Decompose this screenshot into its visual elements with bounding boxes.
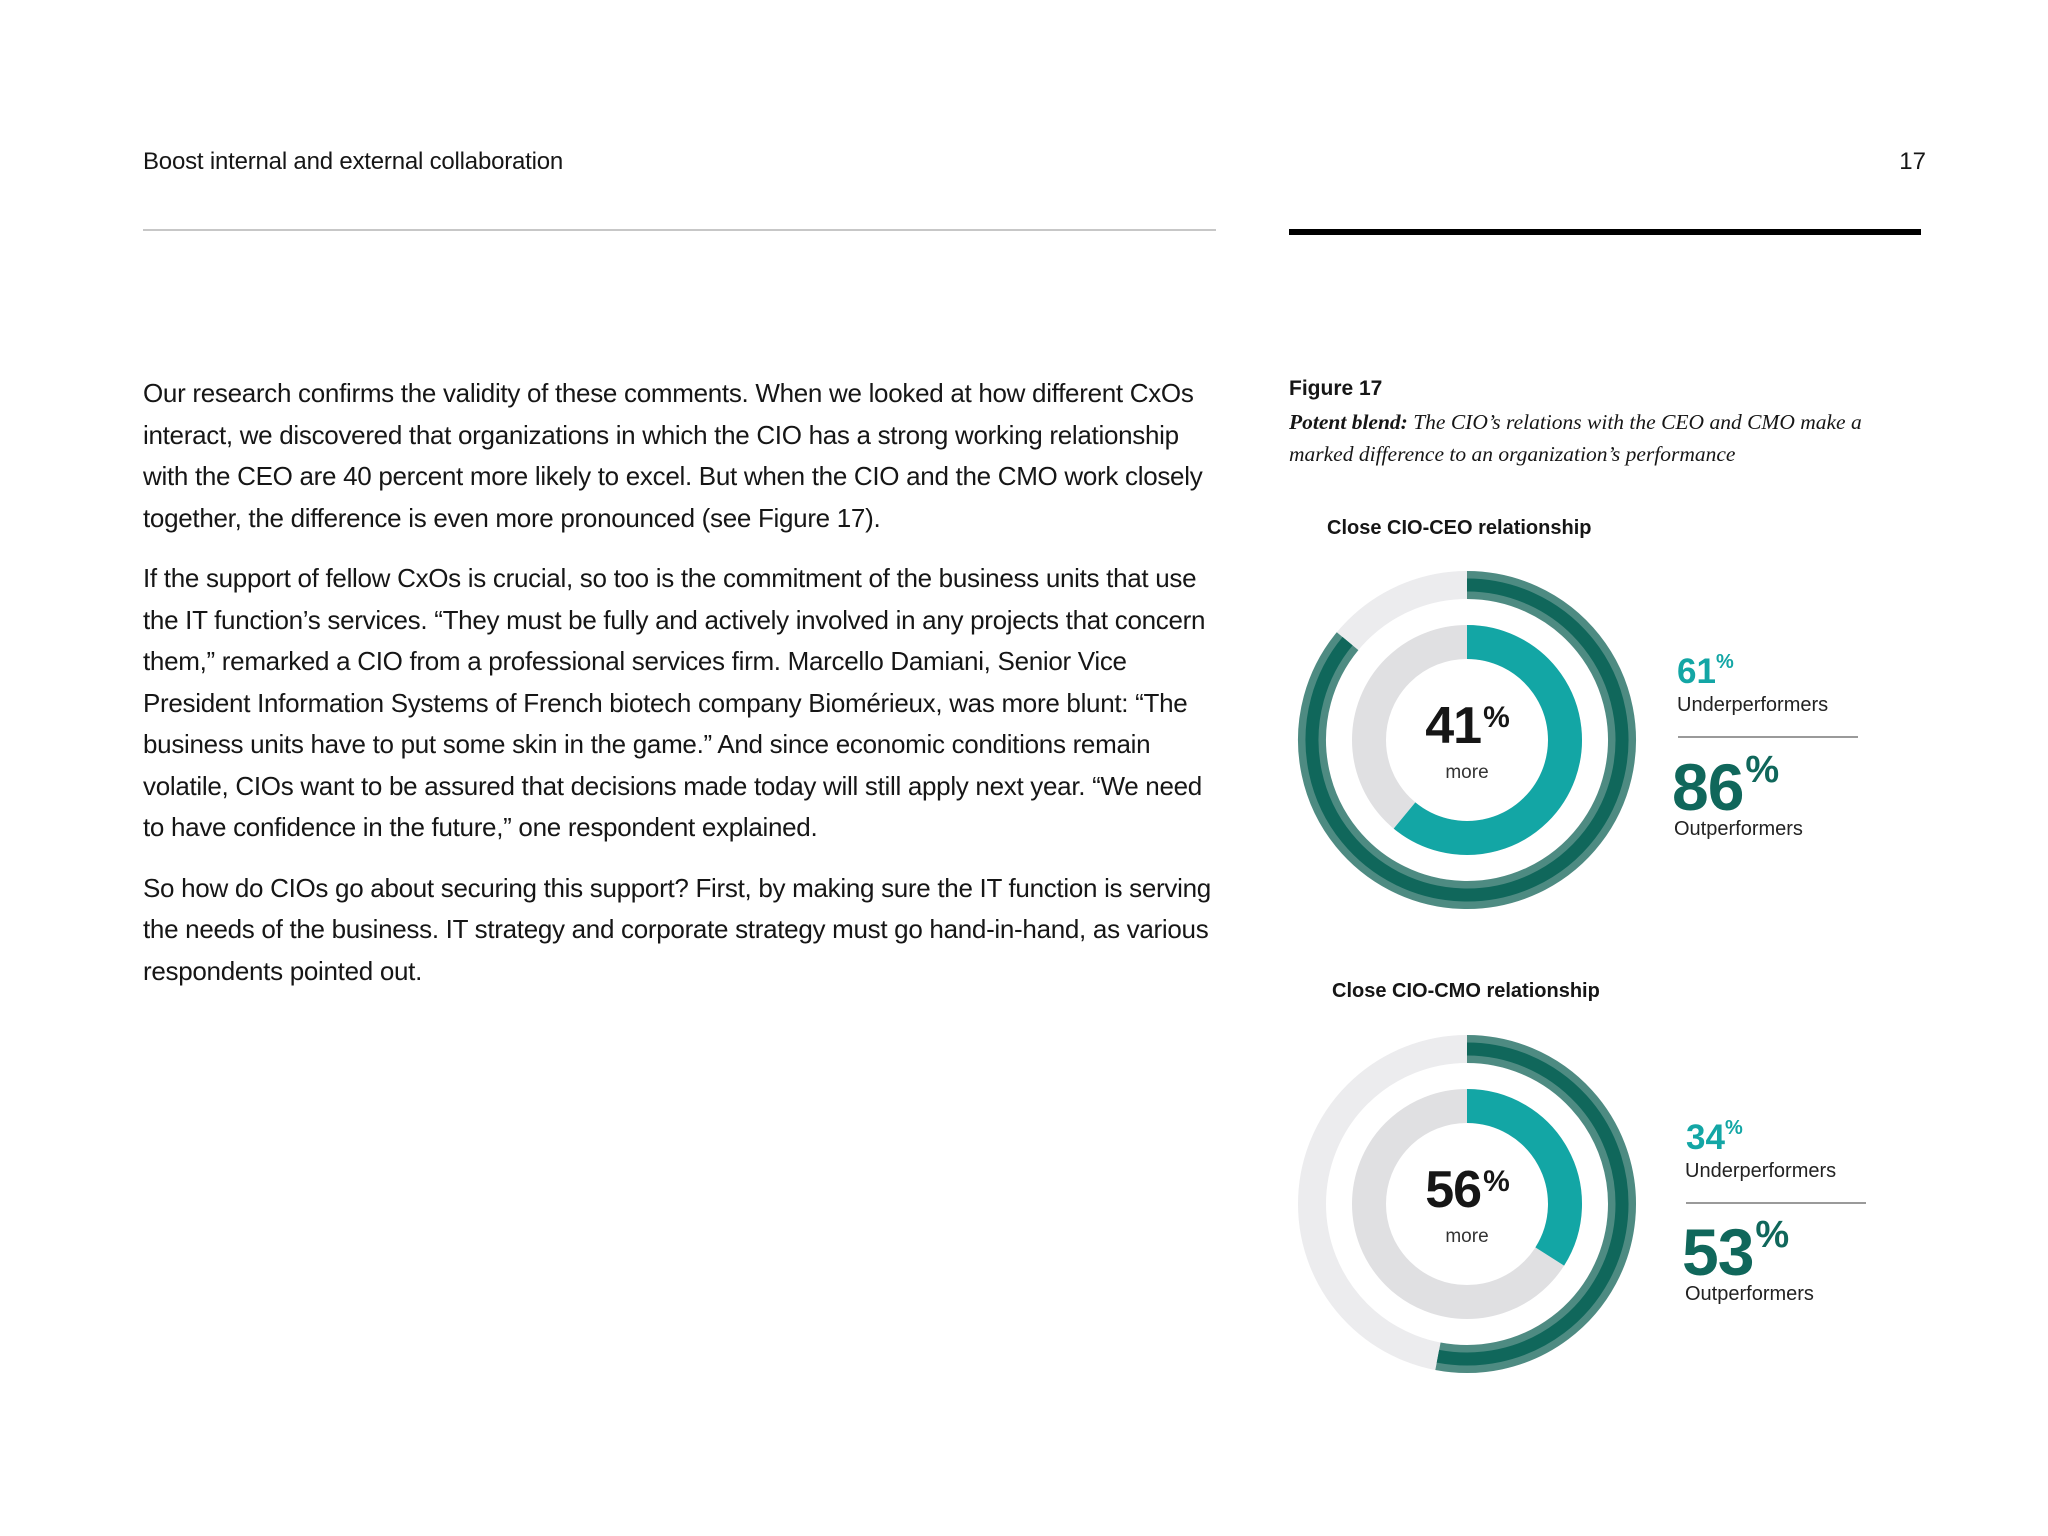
chart-title: Close CIO-CMO relationship bbox=[1332, 980, 1600, 1002]
data-label-unit: % bbox=[1745, 749, 1779, 791]
page-number: 17 bbox=[1899, 148, 1926, 175]
figure-caption bbox=[1289, 406, 1929, 470]
data-label: 34 bbox=[1686, 1118, 1725, 1157]
center-label: more bbox=[1445, 762, 1489, 783]
figure-label: Figure 17 bbox=[1289, 377, 1383, 400]
data-label: 86 bbox=[1672, 750, 1744, 824]
paragraph: If the support of fellow CxOs is crucial, so too is the commitment of the business units that use the IT function’s services. “They must be fully and actively involved in any projects that concern them,” remarked a CIO from a professional services firm. Marcello Damiani, Senior Vice President Information Systems of French biotech company Biomérieux, was more blunt: “The business units have to put some skin in the game.” And since economic conditions remain volatile, CIOs want to be assured that decisions made today will still apply next year. “We need to have confidence in the future,” one respondent explained. bbox=[143, 563, 1206, 842]
stat-divider bbox=[1686, 1202, 1866, 1204]
outperformers-value bbox=[1672, 749, 1778, 825]
legend-outperformers: Outperformers bbox=[1674, 818, 1803, 840]
paragraph: So how do CIOs go about securing this support? First, by making sure the IT function is serving the needs of the business. IT strategy and corporate strategy must go hand-in-hand, as various respondents pointed out. bbox=[143, 872, 1211, 986]
section-title: Boost internal and external collaboration bbox=[143, 148, 564, 175]
legend-underperformers: Underperformers bbox=[1677, 694, 1829, 716]
chart-title: Close CIO-CEO relationship bbox=[1327, 517, 1592, 539]
paragraph: Our research confirms the validity of these comments. When we looked at how different CxOs interact, we discovered that organizations in which the CIO has a strong working relationship with the CEO are 40 percent more likely to excel. But when the CIO and the CMO work closely together, the difference is even more pronounced (see Figure 17). bbox=[143, 378, 1203, 533]
center-value-unit: % bbox=[1483, 1165, 1509, 1198]
data-label-unit: % bbox=[1724, 1117, 1743, 1139]
data-label-unit: % bbox=[1715, 651, 1734, 673]
underperformers-value bbox=[1677, 651, 1734, 692]
donut-chart-cmo bbox=[1287, 1024, 1647, 1384]
center-value-number: 41 bbox=[1425, 697, 1482, 755]
legend-outperformers: Outperformers bbox=[1685, 1283, 1814, 1305]
center-value-unit: % bbox=[1483, 701, 1509, 734]
center-value bbox=[1287, 1160, 1647, 1220]
donut-chart-ceo bbox=[1287, 560, 1647, 920]
figure-caption-lead: Potent blend: bbox=[1289, 410, 1408, 434]
center-value-number: 56 bbox=[1425, 1161, 1482, 1219]
center-label: more bbox=[1445, 1226, 1489, 1247]
underperformers-value bbox=[1686, 1117, 1743, 1158]
data-label: 61 bbox=[1677, 652, 1716, 691]
header-rule bbox=[143, 229, 1216, 231]
data-label: 53 bbox=[1682, 1215, 1754, 1289]
figure-caption-text: The CIO’s relations with the CEO and CMO make a marked difference to an organization’s performance bbox=[1289, 410, 1862, 466]
outperformers-value bbox=[1682, 1214, 1788, 1290]
data-label-unit: % bbox=[1755, 1214, 1789, 1256]
stat-divider bbox=[1678, 736, 1858, 738]
body-text bbox=[143, 373, 1223, 1011]
center-value bbox=[1287, 696, 1647, 756]
figure-rule bbox=[1289, 229, 1921, 235]
legend-underperformers: Underperformers bbox=[1685, 1160, 1837, 1182]
